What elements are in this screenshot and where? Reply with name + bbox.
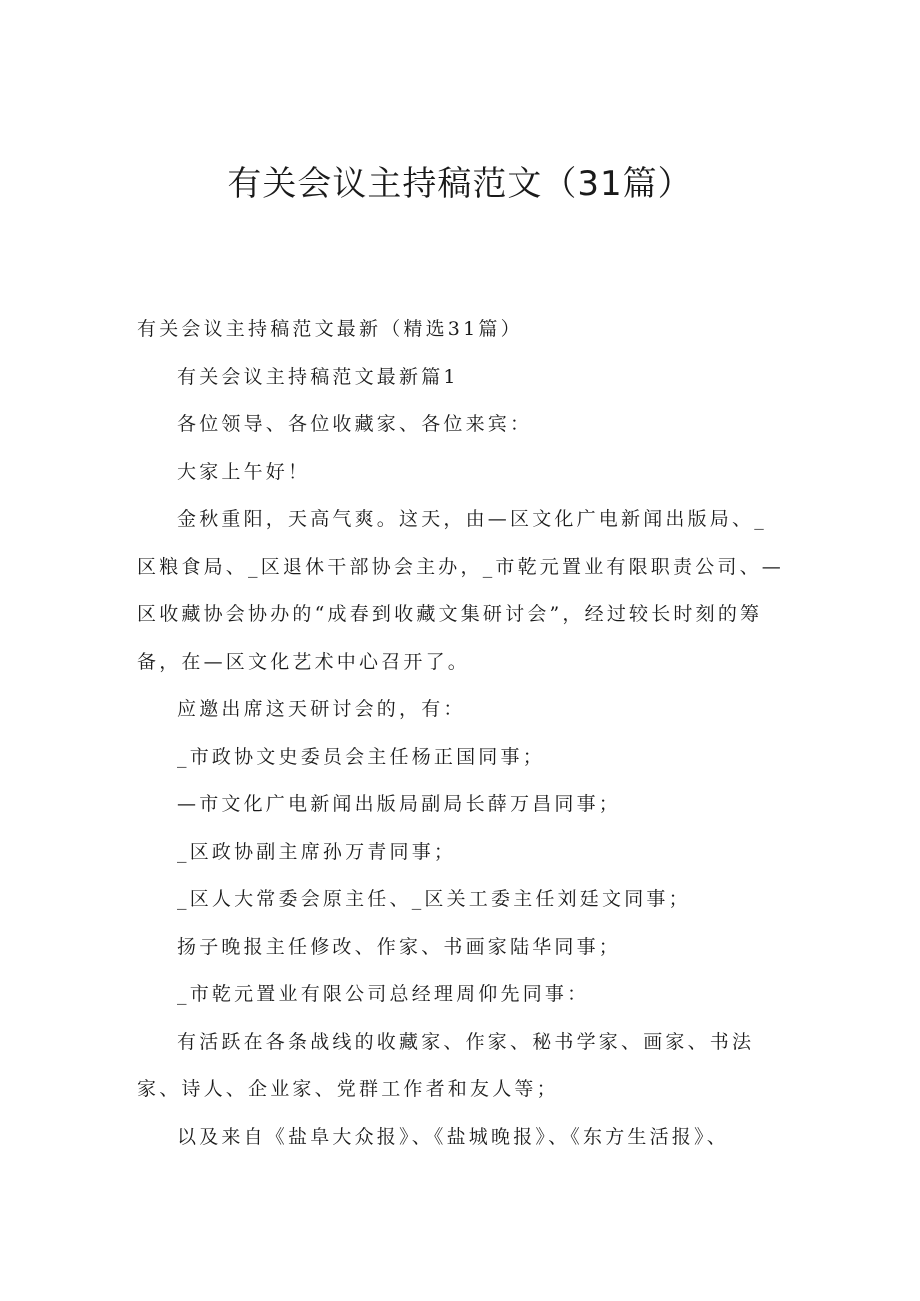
attendee-paragraph: _市乾元置业有限公司总经理周仰先同事： [177,983,590,1005]
attendee-paragraph: 扬子晚报主任修改、作家、书画家陆华同事； [177,935,622,958]
document-body [137,306,787,1161]
attendee-paragraph: _市政协文史委员会主任杨正国同事； [177,745,545,768]
attendee-paragraph: _区人大常委会原主任、_区关工委主任刘廷文同事； [177,888,691,910]
section-heading: 有关会议主持稿范文最新篇1 [177,365,459,388]
attendee-paragraph: —市文化广电新闻出版局副局长薛万昌同事； [177,793,622,815]
body-paragraph: 以及来自《盐阜大众报》、《盐城晚报》、《东方生活报》、 [177,1125,729,1148]
subtitle-paragraph: 有关会议主持稿范文最新（精选31篇） [137,318,523,340]
attendee-paragraph: _区政协副主席孙万青同事； [177,840,457,863]
document-title: 有关会议主持稿范文（31篇） [227,164,693,204]
greeting-paragraph: 各位领导、各位收藏家、各位来宾： [177,413,533,435]
body-paragraph: 金秋重阳，天高气爽。这天，由—区文化广电新闻出版局、_区粮食局、_区退休干部协会主办，_市乾元置业有限职责公司、—区收藏协会协办的“成春到收藏文集研讨会”，经过较长时刻的筹备，在—区文化艺术中心召开了。 [137,508,785,673]
greeting-paragraph: 大家上午好！ [177,460,311,483]
body-paragraph: 应邀出席这天研讨会的，有： [177,698,466,720]
body-paragraph: 有活跃在各条战线的收藏家、作家、秘书学家、画家、书法家、诗人、企业家、党群工作者和友人等； [137,1030,755,1100]
